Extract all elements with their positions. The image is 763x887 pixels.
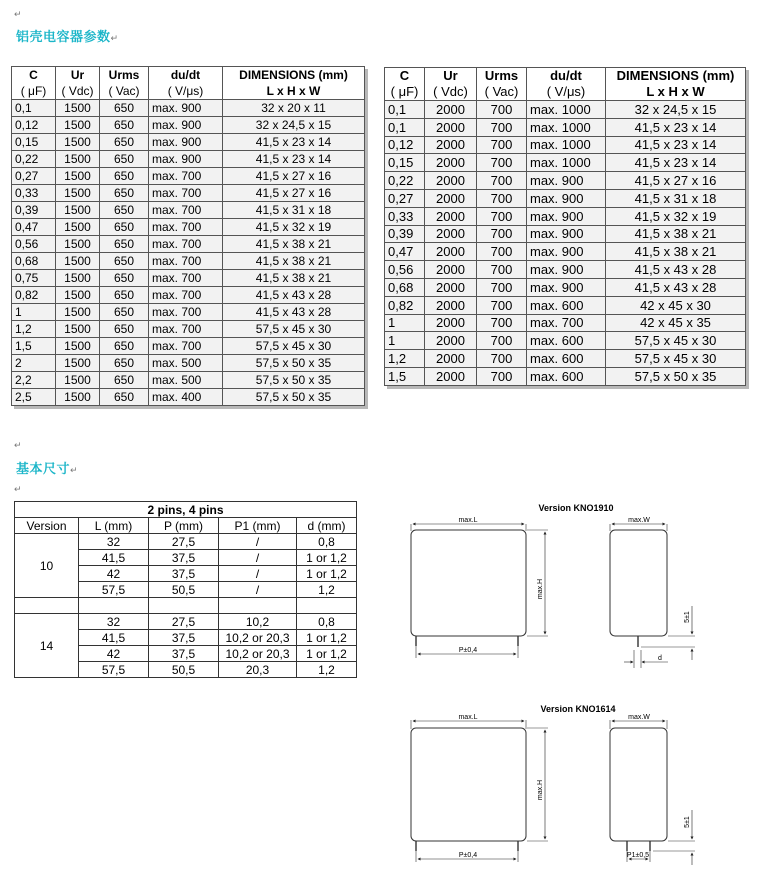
table-cell: 41,5 x 38 x 21 bbox=[223, 270, 365, 287]
table-cell: 0,12 bbox=[385, 136, 425, 154]
table-cell: 0,1 bbox=[12, 100, 56, 117]
table-cell: max. 900 bbox=[149, 100, 223, 117]
dims-cell: 20,3 bbox=[219, 662, 297, 678]
table-cell: 700 bbox=[477, 207, 527, 225]
table-cell: 1500 bbox=[56, 185, 100, 202]
table-cell: 2000 bbox=[425, 189, 477, 207]
table-cell: 41,5 x 23 x 14 bbox=[606, 154, 746, 172]
dims-cell: / bbox=[219, 534, 297, 550]
table-cell: 32 x 24,5 x 15 bbox=[223, 117, 365, 134]
table-cell: 0,68 bbox=[12, 253, 56, 270]
table-cell: 57,5 x 45 x 30 bbox=[223, 338, 365, 355]
dims-cell: 32 bbox=[79, 614, 149, 630]
table-cell: 650 bbox=[100, 389, 149, 406]
dims-cell: / bbox=[219, 550, 297, 566]
label-max-l: max.L bbox=[458, 517, 478, 524]
table-cell: 650 bbox=[100, 151, 149, 168]
table-cell: max. 700 bbox=[149, 219, 223, 236]
dims-cell: 1 or 1,2 bbox=[297, 646, 357, 662]
table-cell: max. 700 bbox=[149, 321, 223, 338]
table-cell: 2,5 bbox=[12, 389, 56, 406]
dims-header-p: P (mm) bbox=[149, 518, 219, 534]
table-cell: max. 900 bbox=[527, 243, 606, 261]
dims-cell: 57,5 bbox=[79, 662, 149, 678]
table-cell: 1 bbox=[385, 314, 425, 332]
col-header-dimensions: DIMENSIONS (mm) L x H x W bbox=[223, 67, 365, 100]
table-cell: 650 bbox=[100, 372, 149, 389]
table-cell: max. 900 bbox=[527, 278, 606, 296]
col-header-c: C ( μF) bbox=[385, 68, 425, 101]
table-cell: 57,5 x 50 x 35 bbox=[606, 367, 746, 385]
dims-cell: 41,5 bbox=[79, 630, 149, 646]
table-cell: max. 700 bbox=[149, 236, 223, 253]
label-pitch: P±0,4 bbox=[458, 647, 478, 654]
table-cell: 1,2 bbox=[385, 350, 425, 368]
dims-cell: 50,5 bbox=[149, 582, 219, 598]
col-header-ur: Ur ( Vdc) bbox=[425, 68, 477, 101]
table-cell: 650 bbox=[100, 304, 149, 321]
table-cell: 1 bbox=[12, 304, 56, 321]
table-cell: 1500 bbox=[56, 134, 100, 151]
table-cell: 0,33 bbox=[12, 185, 56, 202]
table-cell: max. 900 bbox=[527, 172, 606, 190]
table-cell: max. 600 bbox=[527, 350, 606, 368]
table-cell: max. 900 bbox=[527, 189, 606, 207]
col-header-dudt: du/dt ( V/μs) bbox=[149, 67, 223, 100]
dims-cell: 37,5 bbox=[149, 646, 219, 662]
table-cell: 700 bbox=[477, 225, 527, 243]
dims-header-d: d (mm) bbox=[297, 518, 357, 534]
table-cell: max. 600 bbox=[527, 332, 606, 350]
table-cell: 700 bbox=[477, 101, 527, 119]
dims-cell: 1 or 1,2 bbox=[297, 630, 357, 646]
table-cell: 1500 bbox=[56, 253, 100, 270]
table-cell: 2000 bbox=[425, 172, 477, 190]
table-cell: 0,15 bbox=[12, 134, 56, 151]
heading-aluminium-capacitor-params: 铝壳电容器参数↵ bbox=[16, 30, 119, 45]
table-cell: 1500 bbox=[56, 270, 100, 287]
table-cell: max. 700 bbox=[149, 202, 223, 219]
table-cell: 700 bbox=[477, 350, 527, 368]
table-cell: 1500 bbox=[56, 151, 100, 168]
table-cell: 57,5 x 50 x 35 bbox=[223, 389, 365, 406]
version-cell: 14 bbox=[15, 614, 79, 678]
table-cell: max. 900 bbox=[527, 225, 606, 243]
table-cell: 2000 bbox=[425, 367, 477, 385]
label-max-h: max.H bbox=[537, 779, 544, 801]
label-pitch: P±0,4 bbox=[458, 852, 478, 859]
table-cell: 0,22 bbox=[12, 151, 56, 168]
dims-cell: 37,5 bbox=[149, 630, 219, 646]
table-cell: 41,5 x 43 x 28 bbox=[223, 287, 365, 304]
table-cell: max. 500 bbox=[149, 372, 223, 389]
paragraph-mark: ↵ bbox=[14, 9, 22, 19]
table-cell: 2,2 bbox=[12, 372, 56, 389]
table-cell: 0,56 bbox=[12, 236, 56, 253]
table-cell: 700 bbox=[477, 261, 527, 279]
table-cell: 0,82 bbox=[385, 296, 425, 314]
table-cell: 1500 bbox=[56, 236, 100, 253]
table-cell: 41,5 x 31 x 18 bbox=[223, 202, 365, 219]
table-cell: 700 bbox=[477, 243, 527, 261]
dims-cell: 57,5 bbox=[79, 582, 149, 598]
table-cell: 57,5 x 45 x 30 bbox=[606, 350, 746, 368]
table-cell: 41,5 x 31 x 18 bbox=[606, 189, 746, 207]
table-cell: 41,5 x 43 x 28 bbox=[223, 304, 365, 321]
dims-cell: 37,5 bbox=[149, 550, 219, 566]
table-cell: 1500 bbox=[56, 168, 100, 185]
col-header-dimensions: DIMENSIONS (mm) L x H x W bbox=[606, 68, 746, 101]
table-cell: 1500 bbox=[56, 321, 100, 338]
table-cell: 650 bbox=[100, 168, 149, 185]
dims-cell: 10,2 or 20,3 bbox=[219, 646, 297, 662]
table-cell: max. 600 bbox=[527, 296, 606, 314]
table-cell: 41,5 x 23 x 14 bbox=[223, 134, 365, 151]
table-cell: 1,2 bbox=[12, 321, 56, 338]
table-cell: 0,1 bbox=[385, 101, 425, 119]
table-cell: 41,5 x 27 x 16 bbox=[223, 168, 365, 185]
table-cell: max. 900 bbox=[149, 117, 223, 134]
table-cell: 700 bbox=[477, 367, 527, 385]
label-max-h: max.H bbox=[537, 578, 544, 600]
table-cell: 2000 bbox=[425, 278, 477, 296]
dims-cell: / bbox=[219, 566, 297, 582]
dims-cell: 0,8 bbox=[297, 534, 357, 550]
table-cell: 0,1 bbox=[385, 118, 425, 136]
table-cell: 700 bbox=[477, 314, 527, 332]
table-cell: 2000 bbox=[425, 136, 477, 154]
paragraph-mark: ↵ bbox=[14, 484, 22, 494]
dims-cell: 1,2 bbox=[297, 582, 357, 598]
table-cell: 700 bbox=[477, 189, 527, 207]
table-cell: 41,5 x 32 x 19 bbox=[223, 219, 365, 236]
table-cell: 1500 bbox=[56, 100, 100, 117]
front-view-kno1614 bbox=[411, 714, 548, 862]
heading-basic-dimensions: 基本尺寸↵ bbox=[16, 462, 79, 477]
table-cell: 32 x 24,5 x 15 bbox=[606, 101, 746, 119]
table-cell: 0,27 bbox=[12, 168, 56, 185]
table-cell: 650 bbox=[100, 236, 149, 253]
table-cell: 41,5 x 38 x 21 bbox=[606, 243, 746, 261]
diagram-title-kno1910: Version KNO1910 bbox=[538, 503, 614, 513]
table-cell: 0,47 bbox=[385, 243, 425, 261]
table-cell: 41,5 x 27 x 16 bbox=[223, 185, 365, 202]
label-max-w: max.W bbox=[628, 714, 650, 721]
table-cell: 1500 bbox=[56, 389, 100, 406]
table-cell: 0,47 bbox=[12, 219, 56, 236]
table-cell: 700 bbox=[477, 172, 527, 190]
table-cell: max. 700 bbox=[149, 304, 223, 321]
table-cell: 2 bbox=[12, 355, 56, 372]
table-cell: 1500 bbox=[56, 117, 100, 134]
table-cell: max. 700 bbox=[149, 253, 223, 270]
table-cell: 2000 bbox=[425, 101, 477, 119]
table-cell: 1500 bbox=[56, 202, 100, 219]
table-cell: max. 1000 bbox=[527, 101, 606, 119]
table-cell: 2000 bbox=[425, 225, 477, 243]
table-cell: 2000 bbox=[425, 332, 477, 350]
table-cell: 0,68 bbox=[385, 278, 425, 296]
table-cell: max. 700 bbox=[149, 338, 223, 355]
table-cell: 650 bbox=[100, 270, 149, 287]
table-cell: 0,56 bbox=[385, 261, 425, 279]
table-cell: 700 bbox=[477, 278, 527, 296]
table-cell: 650 bbox=[100, 321, 149, 338]
col-header-urms: Urms ( Vac) bbox=[477, 68, 527, 101]
table-cell: 2000 bbox=[425, 296, 477, 314]
table-cell: max. 900 bbox=[527, 207, 606, 225]
table-cell: 650 bbox=[100, 219, 149, 236]
table-cell: 1500 bbox=[56, 287, 100, 304]
dims-cell: 50,5 bbox=[149, 662, 219, 678]
diagram-title-kno1614: Version KNO1614 bbox=[540, 704, 616, 714]
dims-cell: 10,2 bbox=[219, 614, 297, 630]
front-view-kno1910 bbox=[411, 517, 548, 658]
table-cell: max. 700 bbox=[149, 287, 223, 304]
table-cell: 1500 bbox=[56, 304, 100, 321]
dims-cell: 27,5 bbox=[149, 534, 219, 550]
table-cell: 1500 bbox=[56, 219, 100, 236]
table-cell: 650 bbox=[100, 338, 149, 355]
table-cell: 650 bbox=[100, 202, 149, 219]
table-cell: 2000 bbox=[425, 207, 477, 225]
table-cell: 2000 bbox=[425, 154, 477, 172]
table-cell: 700 bbox=[477, 296, 527, 314]
table-cell: max. 700 bbox=[149, 168, 223, 185]
table-cell: 700 bbox=[477, 154, 527, 172]
table-cell: 700 bbox=[477, 332, 527, 350]
table-cell: 0,15 bbox=[385, 154, 425, 172]
table-cell: 2000 bbox=[425, 314, 477, 332]
table-cell: 41,5 x 38 x 21 bbox=[606, 225, 746, 243]
table-cell: max. 900 bbox=[149, 134, 223, 151]
table-cell: 650 bbox=[100, 355, 149, 372]
table-cell: 650 bbox=[100, 134, 149, 151]
table-cell: 41,5 x 38 x 21 bbox=[223, 236, 365, 253]
table-cell: max. 500 bbox=[149, 355, 223, 372]
col-header-c: C ( μF) bbox=[12, 67, 56, 100]
dims-header-version: Version bbox=[15, 518, 79, 534]
table-cell: 57,5 x 45 x 30 bbox=[223, 321, 365, 338]
side-view-kno1910 bbox=[610, 517, 695, 668]
table-cell: 2000 bbox=[425, 261, 477, 279]
table-cell: 1 bbox=[385, 332, 425, 350]
table-cell: max. 400 bbox=[149, 389, 223, 406]
table-cell: 650 bbox=[100, 287, 149, 304]
dims-cell: 1 or 1,2 bbox=[297, 550, 357, 566]
table-cell: 57,5 x 50 x 35 bbox=[223, 355, 365, 372]
table-cell: 2000 bbox=[425, 243, 477, 261]
table-cell: 57,5 x 45 x 30 bbox=[606, 332, 746, 350]
label-p1: P1±0,5 bbox=[626, 852, 650, 859]
table-cell: max. 1000 bbox=[527, 118, 606, 136]
table-cell: 1500 bbox=[56, 355, 100, 372]
dims-cell: 32 bbox=[79, 534, 149, 550]
table-cell: 650 bbox=[100, 185, 149, 202]
table-cell: max. 900 bbox=[149, 151, 223, 168]
dims-cell: 42 bbox=[79, 566, 149, 582]
dims-cell: 41,5 bbox=[79, 550, 149, 566]
dims-cell: 0,8 bbox=[297, 614, 357, 630]
table-cell: 0,12 bbox=[12, 117, 56, 134]
col-header-urms: Urms ( Vac) bbox=[100, 67, 149, 100]
col-header-ur: Ur ( Vdc) bbox=[56, 67, 100, 100]
table-cell: 0,33 bbox=[385, 207, 425, 225]
table-cell: max. 700 bbox=[149, 270, 223, 287]
table-cell: 1,5 bbox=[12, 338, 56, 355]
table-cell: 41,5 x 32 x 19 bbox=[606, 207, 746, 225]
table-cell: max. 700 bbox=[149, 185, 223, 202]
dims-cell: 1,2 bbox=[297, 662, 357, 678]
label-lead-length: 5±1 bbox=[684, 611, 691, 623]
table-cell: 41,5 x 23 x 14 bbox=[606, 118, 746, 136]
table-cell: 2000 bbox=[425, 118, 477, 136]
table-cell: 1,5 bbox=[385, 367, 425, 385]
table-cell: 0,39 bbox=[385, 225, 425, 243]
table-cell: max. 600 bbox=[527, 367, 606, 385]
table-cell: 700 bbox=[477, 118, 527, 136]
table-cell: 32 x 20 x 11 bbox=[223, 100, 365, 117]
version-cell: 10 bbox=[15, 534, 79, 598]
dims-cell: / bbox=[219, 582, 297, 598]
table-cell: 42 x 45 x 35 bbox=[606, 314, 746, 332]
paragraph-mark: ↵ bbox=[14, 440, 22, 450]
table-cell: 650 bbox=[100, 253, 149, 270]
table-cell: 1500 bbox=[56, 338, 100, 355]
dims-header-l: L (mm) bbox=[79, 518, 149, 534]
table-cell: 41,5 x 27 x 16 bbox=[606, 172, 746, 190]
table-cell: 0,27 bbox=[385, 189, 425, 207]
side-view-kno1614 bbox=[610, 714, 695, 865]
table-cell: 0,22 bbox=[385, 172, 425, 190]
table-cell: 650 bbox=[100, 117, 149, 134]
table-cell: 41,5 x 23 x 14 bbox=[606, 136, 746, 154]
table-cell: 1500 bbox=[56, 372, 100, 389]
table-cell: 41,5 x 38 x 21 bbox=[223, 253, 365, 270]
dims-cell: 27,5 bbox=[149, 614, 219, 630]
table-cell: 0,39 bbox=[12, 202, 56, 219]
dims-table-title: 2 pins, 4 pins bbox=[15, 502, 357, 518]
table-cell: 41,5 x 23 x 14 bbox=[223, 151, 365, 168]
table-cell: 650 bbox=[100, 100, 149, 117]
table-cell: 0,82 bbox=[12, 287, 56, 304]
table-cell: max. 1000 bbox=[527, 154, 606, 172]
dims-cell: 1 or 1,2 bbox=[297, 566, 357, 582]
label-max-l: max.L bbox=[458, 714, 478, 721]
table-cell: max. 700 bbox=[527, 314, 606, 332]
label-lead-length: 5±1 bbox=[684, 816, 691, 828]
table-cell: 700 bbox=[477, 136, 527, 154]
label-max-w: max.W bbox=[628, 517, 650, 524]
table-cell: 57,5 x 50 x 35 bbox=[223, 372, 365, 389]
dims-header-p1: P1 (mm) bbox=[219, 518, 297, 534]
table-cell: 41,5 x 43 x 28 bbox=[606, 261, 746, 279]
col-header-dudt: du/dt ( V/μs) bbox=[527, 68, 606, 101]
table-cell: max. 900 bbox=[527, 261, 606, 279]
table-cell: 41,5 x 43 x 28 bbox=[606, 278, 746, 296]
dims-cell: 37,5 bbox=[149, 566, 219, 582]
table-cell: 2000 bbox=[425, 350, 477, 368]
dims-cell: 42 bbox=[79, 646, 149, 662]
table-cell: 0,75 bbox=[12, 270, 56, 287]
table-cell: 42 x 45 x 30 bbox=[606, 296, 746, 314]
table-cell: max. 1000 bbox=[527, 136, 606, 154]
dims-cell: 10,2 or 20,3 bbox=[219, 630, 297, 646]
label-d: d bbox=[658, 655, 662, 662]
